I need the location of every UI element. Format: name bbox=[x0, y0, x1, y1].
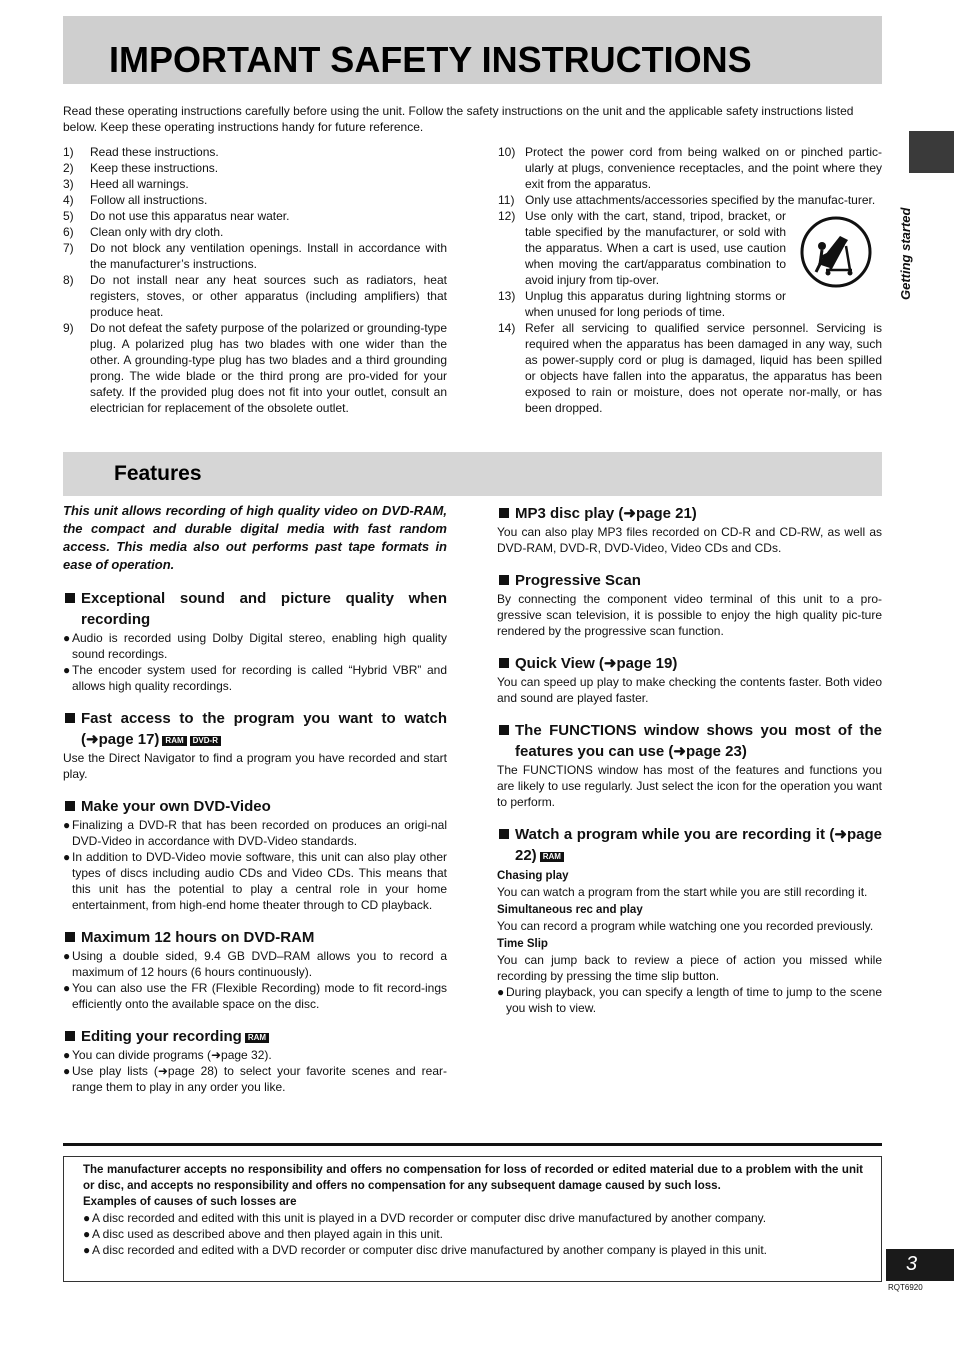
square-bullet-icon bbox=[499, 658, 509, 668]
instruction-item: 6) Clean only with dry cloth. bbox=[63, 225, 224, 239]
section-text: You can also play MP3 files recorded on CD-R and CD-RW, as well as DVD-RAM, DVD-R, DVD-Video, Video CDs and CDs. bbox=[497, 525, 882, 555]
section-text: You can record a program while watching one you recorded previously. bbox=[497, 919, 874, 933]
section-heading: Fast access to the program you want to watch (➜page 17) RAM DVD-R bbox=[63, 708, 447, 750]
instruction-item: 7) Do not block any ventilation openings. Install in accordance with the manufacturer’s instructions. bbox=[63, 241, 447, 271]
square-bullet-icon bbox=[65, 713, 75, 723]
section-heading: Editing your recording RAM bbox=[63, 1026, 447, 1047]
instruction-item: 12) Use only with the cart, stand, tripod, bracket, or table specified by the manufacturer, or sold with the apparatus. When a cart is used, use caution when moving the cart/apparatus combination to avoid injury from tip-over. bbox=[498, 208, 882, 288]
bullet-item: ● During playback, you can specify a length of time to jump to the scene you wish to view. bbox=[497, 985, 882, 1015]
bullet-item: ● A disc recorded and edited with a DVD recorder or computer disc drive manufactured by another company is played in this unit. bbox=[83, 1243, 768, 1257]
square-bullet-icon bbox=[499, 508, 509, 518]
features-left bbox=[63, 502, 447, 1095]
instruction-item: 3) Heed all warnings. bbox=[63, 177, 189, 191]
section-text: By connecting the component video terminal of this unit to a pro-gressive scan television, it is possible to enjoy the high quality pic-ture rendered by the progressive scan function. bbox=[497, 592, 882, 638]
section-text: You can speed up play to make checking the contents faster. Both video and sound are played faster. bbox=[497, 675, 882, 705]
square-bullet-icon bbox=[65, 1031, 75, 1041]
section-heading: Watch a program while you are recording it (➜page 22) RAM bbox=[497, 824, 882, 866]
bullet-item: ● You can divide programs (➜page 32). bbox=[63, 1048, 272, 1062]
ram-tag: RAM bbox=[540, 852, 564, 862]
instruction-item: 2) Keep these instructions. bbox=[63, 161, 219, 175]
bullet-item: ● Audio is recorded using Dolby Digital stereo, enabling high quality sound recordings. bbox=[63, 631, 447, 661]
instruction-item: 8) Do not install near any heat sources such as radiators, heat registers, stoves, or other apparatus (including amplifiers) that produce heat. bbox=[63, 273, 447, 319]
disclaimer-examples-title: Examples of causes of such losses are bbox=[83, 1196, 297, 1208]
ram-tag: RAM bbox=[162, 736, 186, 746]
bullet-item: ● You can also use the FR (Flexible Recording) mode to fit record-ings efficiently onto the available space on the disc. bbox=[63, 981, 447, 1011]
section-heading: MP3 disc play (➜page 21) bbox=[497, 503, 882, 524]
section-heading: Exceptional sound and picture quality when recording bbox=[63, 588, 447, 630]
subheading: Chasing play bbox=[497, 870, 569, 882]
instructions-right bbox=[498, 144, 882, 416]
page-number: 3 bbox=[906, 1253, 918, 1275]
square-bullet-icon bbox=[65, 932, 75, 942]
section-tab-marker bbox=[909, 131, 954, 173]
section-heading: Progressive Scan bbox=[497, 570, 882, 591]
page-title: IMPORTANT SAFETY INSTRUCTIONS bbox=[109, 39, 752, 80]
features-title: Features bbox=[114, 462, 202, 485]
features-lead: This unit allows recording of high quality video on DVD-RAM, the compact and durable digital media with fast random access. This media also out performs past tape formats in ease of operation. bbox=[63, 503, 447, 572]
intro-paragraph: Read these operating instructions carefully before using the unit. Follow the safety instructions on the unit and the applicable safety instructions listed below. Keep these operating instructions handy for future reference. bbox=[63, 104, 854, 134]
instruction-item: 9) Do not defeat the safety purpose of the polarized or grounding-type plug. A polarized plug has two blades with one wider than the other. A grounding-type plug has two blades and a third grounding prong. The wide blade or the third prong are pro-vided for your safety. If the provided plug does not fit into your outlet, consult an electrician for replacement of the obsolete outlet. bbox=[63, 321, 447, 415]
cart-tipover-warning-icon bbox=[800, 216, 872, 288]
features-right bbox=[497, 489, 882, 1016]
square-bullet-icon bbox=[499, 829, 509, 839]
bullet-item: ● A disc recorded and edited with this unit is played in a DVD recorder or computer disc drive manufactured by another company. bbox=[83, 1211, 767, 1225]
instruction-item: 14) Refer all servicing to qualified service personnel. Servicing is required when the apparatus has been damaged in any way, such as power-supply cord or plug is damaged, liquid has been spilled or objects have fallen into the apparatus, the apparatus has been exposed to rain or moisture, does not operate nor-mally, or has been dropped. bbox=[498, 321, 882, 415]
disclaimer-main: The manufacturer accepts no responsibility and offers no compensation for loss of recorded or edited material due to a problem with the unit or disc, and accepts no responsibility and offers no compensation for any subsequent damage caused by such loss. bbox=[83, 1164, 863, 1192]
section-text: You can jump back to review a piece of action you missed while recording by pressing the time slip button. bbox=[497, 953, 882, 983]
bullet-item: ● A disc used as described above and then played again in this unit. bbox=[83, 1227, 443, 1241]
section-text: Use the Direct Navigator to find a program you have recorded and start play. bbox=[63, 751, 447, 781]
section-heading: Quick View (➜page 19) bbox=[497, 653, 882, 674]
section-text: You can watch a program from the start while you are still recording it. bbox=[497, 885, 868, 899]
bullet-item: ● Finalizing a DVD-R that has been recorded on produces an origi-nal DVD-Video in accordance with DVD-Video standards. bbox=[63, 818, 447, 848]
instruction-item: 10) Protect the power cord from being walked on or pinched partic-ularly at plugs, convenience receptacles, and the point where they exit from the apparatus. bbox=[498, 145, 882, 191]
square-bullet-icon bbox=[499, 725, 509, 735]
subheading: Time Slip bbox=[497, 938, 548, 950]
page-number-badge bbox=[886, 1249, 954, 1281]
bullet-item: ● Use play lists (➜page 28) to select your favorite scenes and rear-range them to play in any order you like. bbox=[63, 1064, 447, 1094]
section-tab-label: Getting started bbox=[898, 207, 913, 300]
instruction-item: 13) Unplug this apparatus during lightning storms or when unused for long periods of time. bbox=[498, 289, 786, 319]
square-bullet-icon bbox=[65, 801, 75, 811]
section-heading: The FUNCTIONS window shows you most of the features you can use (➜page 23) bbox=[497, 720, 882, 762]
dvd-r-tag: DVD-R bbox=[190, 736, 221, 746]
document-code: RQT6920 bbox=[888, 1283, 923, 1292]
instruction-item: 1) Read these instructions. bbox=[63, 145, 219, 159]
divider-rule bbox=[63, 1143, 882, 1146]
instruction-item: 4) Follow all instructions. bbox=[63, 193, 208, 207]
square-bullet-icon bbox=[499, 575, 509, 585]
title-banner bbox=[63, 16, 882, 84]
square-bullet-icon bbox=[65, 593, 75, 603]
bullet-item: ● Using a double sided, 9.4 GB DVD–RAM allows you to record a maximum of 12 hours (6 hours continuously). bbox=[63, 949, 447, 979]
disclaimer-box bbox=[63, 1156, 882, 1282]
section-text: The FUNCTIONS window has most of the features and functions you are likely to use regularly. Just select the icon for the operation you want to perform. bbox=[497, 763, 882, 809]
bullet-item: ● In addition to DVD-Video movie software, this unit can also play other types of discs including audio CDs and Video CDs. This means that this unit has the potential to play a central role in your home entertainment, from high-end home theater through to CD playback. bbox=[63, 850, 447, 912]
section-heading: Maximum 12 hours on DVD-RAM bbox=[63, 927, 447, 948]
subheading: Simultaneous rec and play bbox=[497, 904, 643, 916]
instruction-item: 11) Only use attachments/accessories specified by the manufac-turer. bbox=[498, 193, 876, 207]
instructions-left bbox=[63, 144, 447, 416]
section-heading: Make your own DVD-Video bbox=[63, 796, 447, 817]
instruction-item: 5) Do not use this apparatus near water. bbox=[63, 209, 290, 223]
bullet-item: ● The encoder system used for recording is called “Hybrid VBR” and allows high quality recordings. bbox=[63, 663, 447, 693]
ram-tag: RAM bbox=[245, 1033, 269, 1043]
